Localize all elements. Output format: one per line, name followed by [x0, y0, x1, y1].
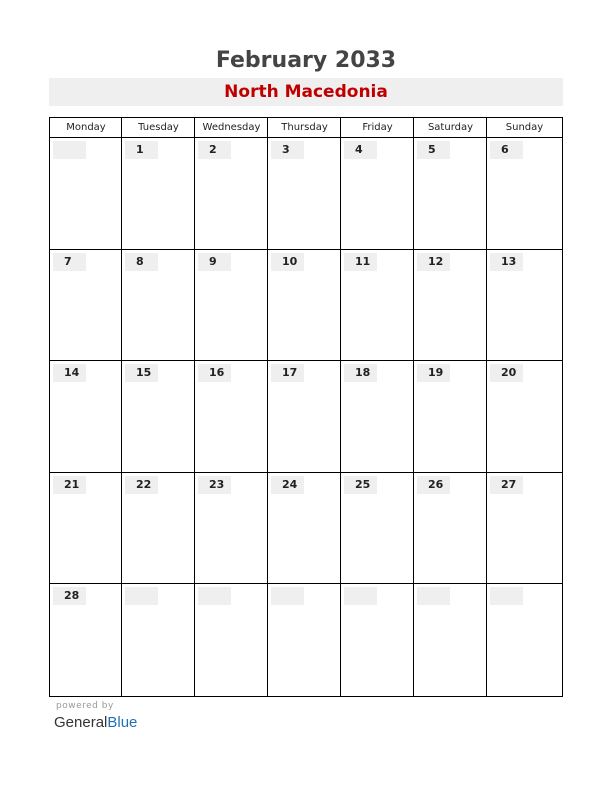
weekday-header-saturday: Saturday — [427, 122, 474, 133]
day-cell[interactable] — [268, 584, 341, 696]
day-cell[interactable] — [414, 138, 487, 249]
weekday-header-tuesday: Tuesday — [138, 122, 179, 133]
day-cell[interactable] — [195, 250, 268, 361]
day-number: 21 — [53, 476, 86, 494]
day-cell[interactable] — [268, 473, 341, 584]
day-cell[interactable] — [122, 584, 195, 696]
day-cell[interactable] — [487, 361, 562, 472]
day-cell[interactable] — [268, 361, 341, 472]
day-number: 20 — [490, 364, 523, 382]
brand-general: General — [54, 714, 108, 731]
day-cell[interactable] — [487, 250, 562, 361]
brand-blue: Blue — [107, 714, 138, 731]
day-number: 1 — [125, 141, 158, 159]
day-cell[interactable] — [487, 138, 562, 249]
day-cell[interactable] — [341, 250, 414, 361]
day-number: 27 — [490, 476, 523, 494]
day-number: 23 — [198, 476, 231, 494]
day-number — [344, 587, 377, 605]
day-cell[interactable] — [50, 473, 122, 584]
day-number: 7 — [53, 253, 86, 271]
day-cell[interactable] — [414, 584, 487, 696]
column-divider — [121, 118, 122, 696]
day-number: 11 — [344, 253, 377, 271]
day-number: 26 — [417, 476, 450, 494]
weekday-header-thursday: Thursday — [281, 122, 328, 133]
day-number: 12 — [417, 253, 450, 271]
day-cell[interactable] — [414, 250, 487, 361]
weekday-header-wednesday: Wednesday — [202, 122, 261, 133]
day-number: 10 — [271, 253, 304, 271]
day-number: 5 — [417, 141, 450, 159]
day-number: 2 — [198, 141, 231, 159]
day-cell[interactable] — [414, 361, 487, 472]
weekday-header-friday: Friday — [362, 122, 393, 133]
day-number: 19 — [417, 364, 450, 382]
generalblue-logo[interactable] — [54, 713, 137, 733]
day-number: 24 — [271, 476, 304, 494]
day-cell[interactable] — [195, 584, 268, 696]
day-number — [417, 587, 450, 605]
day-number — [198, 587, 231, 605]
day-cell[interactable] — [122, 138, 195, 249]
day-number — [125, 587, 158, 605]
day-cell[interactable] — [50, 361, 122, 472]
column-divider — [486, 118, 487, 696]
day-number: 25 — [344, 476, 377, 494]
column-divider — [194, 118, 195, 696]
day-number: 9 — [198, 253, 231, 271]
day-cell[interactable] — [341, 138, 414, 249]
day-cell[interactable] — [341, 361, 414, 472]
day-number: 13 — [490, 253, 523, 271]
day-number: 4 — [344, 141, 377, 159]
day-cell[interactable] — [50, 138, 122, 249]
calendar-grid — [49, 117, 563, 697]
day-cell[interactable] — [50, 584, 122, 696]
day-cell[interactable] — [268, 138, 341, 249]
day-number: 8 — [125, 253, 158, 271]
day-cell[interactable] — [341, 473, 414, 584]
day-number: 22 — [125, 476, 158, 494]
day-number: 18 — [344, 364, 377, 382]
column-divider — [340, 118, 341, 696]
weekday-header-sunday: Sunday — [505, 122, 544, 133]
day-number: 14 — [53, 364, 86, 382]
day-cell[interactable] — [195, 473, 268, 584]
day-number: 3 — [271, 141, 304, 159]
day-number — [271, 587, 304, 605]
day-number: 17 — [271, 364, 304, 382]
day-number: 28 — [53, 587, 86, 605]
country-banner: North Macedonia — [49, 78, 563, 106]
day-cell[interactable] — [487, 473, 562, 584]
day-cell[interactable] — [268, 250, 341, 361]
day-cell[interactable] — [122, 473, 195, 584]
day-cell[interactable] — [195, 361, 268, 472]
page-title: February 2033 — [215, 48, 397, 73]
day-cell[interactable] — [341, 584, 414, 696]
day-number: 6 — [490, 141, 523, 159]
powered-by-label: powered by — [56, 701, 114, 711]
column-divider — [267, 118, 268, 696]
day-number — [490, 587, 523, 605]
day-number: 15 — [125, 364, 158, 382]
day-cell[interactable] — [122, 361, 195, 472]
day-cell[interactable] — [414, 473, 487, 584]
column-divider — [413, 118, 414, 696]
day-cell[interactable] — [195, 138, 268, 249]
day-number: 16 — [198, 364, 231, 382]
day-cell[interactable] — [50, 250, 122, 361]
day-cell[interactable] — [487, 584, 562, 696]
day-number — [53, 141, 86, 159]
day-cell[interactable] — [122, 250, 195, 361]
weekday-header-monday: Monday — [66, 122, 106, 133]
